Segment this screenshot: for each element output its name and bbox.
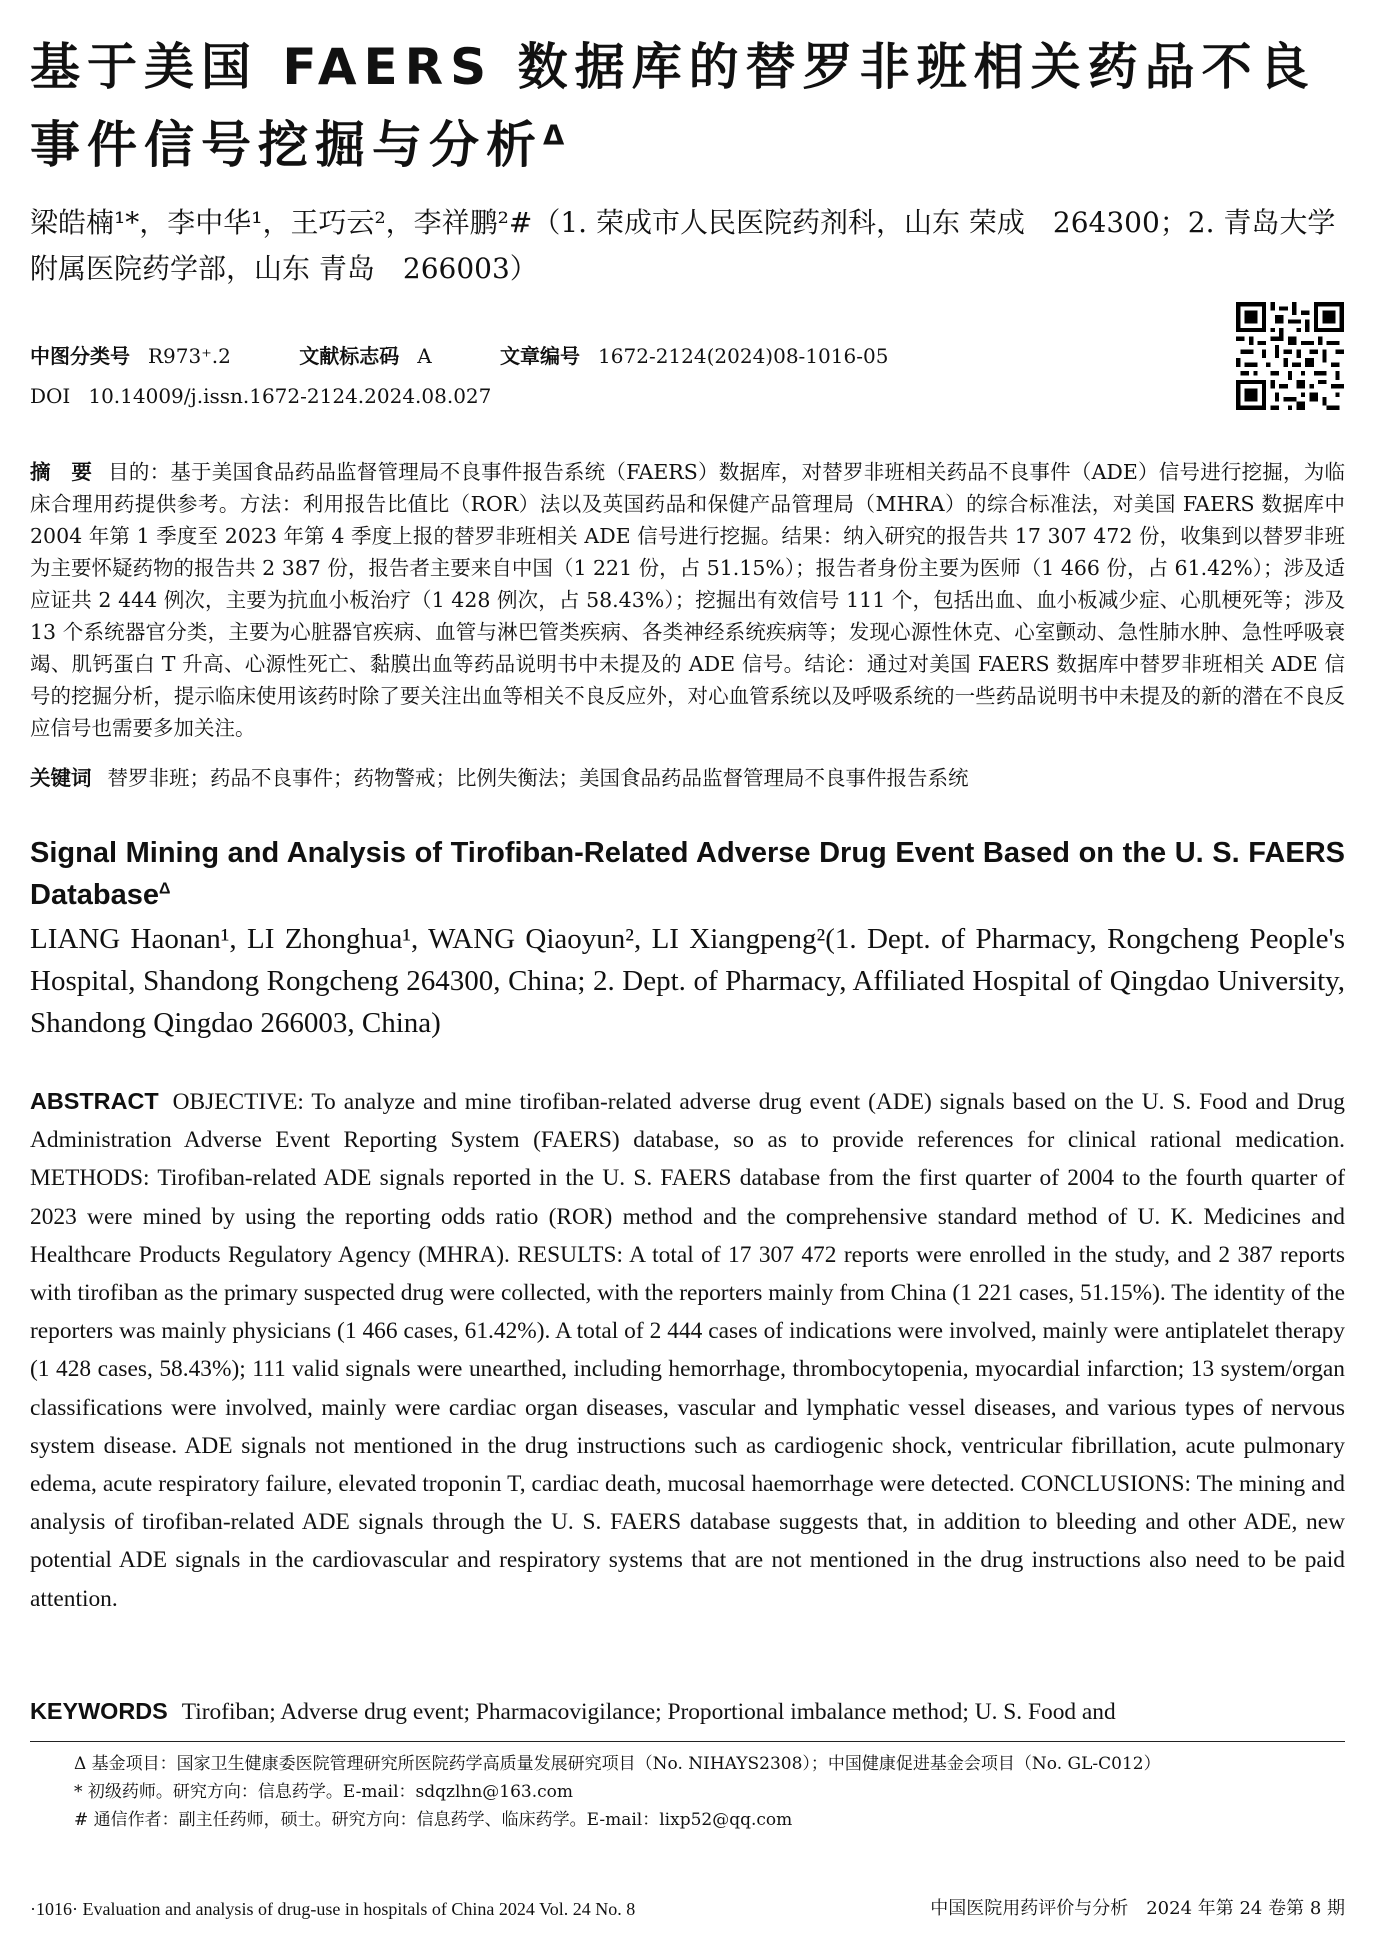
english-abstract [30,1082,1345,1618]
doi-line [30,382,491,410]
chinese-authors-affiliations: 梁皓楠¹*，李中华¹，王巧云²，李祥鹏²#（1. 荣成市人民医院药剂科，山东 荣成 264300；2. 青岛大学附属医院药学部，山东 青岛 266003） [30,206,1336,285]
classification-line [30,342,950,370]
english-title [30,832,1345,916]
footnote-corresponding-author: # 通信作者：副主任药师，硕士。研究方向：信息药学、临床药学。E-mail：lixp52@qq.com [74,1810,793,1830]
chinese-keywords-label: 关键词 [30,766,92,790]
article-no-value: 1672-2124(2024)08-1016-05 [598,344,889,368]
doi-value: 10.14009/j.issn.1672-2124.2024.08.027 [88,384,492,408]
english-keywords [30,1692,1345,1731]
chinese-keywords-text: 替罗非班；药品不良事件；药物警戒；比例失衡法；美国食品药品监督管理局不良事件报告系统 [107,766,969,790]
english-title-text: Signal Mining and Analysis of Tirofiban-Related Adverse Drug Event Based on the U. S. FAERS Database [30,837,1345,911]
english-abstract-text: OBJECTIVE: To analyze and mine tirofiban-related adverse drug event (ADE) signals based on the U. S. Food and Drug Administration Adverse Event Reporting System (FAERS) database, so as to provide references for clinical rational medication. METHODS: Tirofiban-related ADE signals reported in the U. S. FAERS database from the first quarter of 2004 to the fourth quarter of 2023 were mined by using the reporting odds ratio (ROR) method and the comprehensive standard method of U. K. Medicines and Healthcare Products Regulatory Agency (MHRA). RESULTS: A total of 17 307 472 reports were enrolled in the study, and 2 387 reports with tirofiban as the primary suspected drug were collected, with the reporters mainly from China (1 221 cases, 51.15%). The identity of the reporters was mainly physicians (1 466 cases, 61.42%). A total of 2 444 cases of indications were involved, mainly were antiplatelet therapy (1 428 cases, 58.43%); 111 valid signals were unearthed, including hemorrhage, thrombocytopenia, myocardial infarction; 13 system/organ classifications were involved, mainly were cardiac organ diseases, vascular and lymphatic vessel diseases, and various types of nervous system disease. ADE signals not mentioned in the drug instructions such as cardiogenic shock, ventricular fibrillation, acute pulmonary edema, acute respiratory failure, elevated troponin T, cardiac death, mucosal haemorrhage were detected. CONCLUSIONS: The mining and analysis of tirofiban-related ADE signals through the U. S. FAERS database suggests that, in addition to bleeding and other ADE, new potential ADE signals in the cardiovascular and respiratory systems that are not mentioned in the drug instructions also need to be paid attention. [30,1089,1345,1612]
article-no-label: 文章编号 [500,344,581,368]
footer-journal-chinese: 中国医院用药评价与分析 2024 年第 24 卷第 8 期 [930,1898,1345,1919]
doc-code-value: A [417,344,432,368]
footnote-fund: Δ 基金项目：国家卫生健康委医院管理研究所医院药学高质量发展研究项目（No. NIHAYS2308）；中国健康促进基金会项目（No. GL-C012） [74,1754,1161,1774]
footer-journal-english: ·1016· Evaluation and analysis of drug-use in hospitals of China 2024 Vol. 24 No. 8 [30,1899,636,1919]
chinese-abstract-text: 目的：基于美国食品药品监督管理局不良事件报告系统（FAERS）数据库，对替罗非班相关药品不良事件（ADE）信号进行挖掘，为临床合理用药提供参考。方法：利用报告比值比（ROR）法以及英国药品和保健产品管理局（MHRA）的综合标准法，对美国 FAERS 数据库中 2004 年第 1 季度至 2023 年第 4 季度上报的替罗非班相关 ADE 信号进行挖掘。结果：纳入研究的报告共 17 307 472 份，收集到以替罗非班为主要怀疑药物的报告共 2 387 份，报告者主要来自中国（1 221 份，占 51.15%）；报告者身份主要为医师（1 466 份，占 61.42%）；涉及适应证共 2 444 例次，主要为抗血小板治疗（1 428 例次，占 58.43%）；挖掘出有效信号 111 个，包括出血、血小板减少症、心肌梗死等；涉及 13 个系统器官分类，主要为心脏器官疾病、血管与淋巴管类疾病、各类神经系统疾病等；发现心源性休克、心室颤动、急性肺水肿、急性呼吸衰竭、肌钙蛋白 T 升高、心源性死亡、黏膜出血等药品说明书中未提及的 ADE 信号。结论：通过对美国 FAERS 数据库中替罗非班相关 ADE 信号的挖掘分析，提示临床使用该药时除了要关注出血等相关不良反应外，对心血管系统以及呼吸系统的一些药品说明书中未提及的新的潜在不良反应信号也需要多加关注。 [30,460,1345,740]
english-keywords-label: KEYWORDS [30,1698,168,1724]
clc-value: R973⁺.2 [148,344,231,368]
doi-label: DOI [30,384,71,408]
english-abstract-label: ABSTRACT [30,1088,159,1114]
page-footer [30,1896,1345,1922]
fund-mark: Δ [543,119,572,152]
english-fund-mark: Δ [158,880,171,898]
english-keywords-text: Tirofiban; Adverse drug event; Pharmacovigilance; Proportional imbalance method; U. S. Food and [181,1699,1116,1725]
clc-label: 中图分类号 [30,344,130,368]
footnotes [74,1750,1354,1834]
chinese-title-text: 基于美国 FAERS 数据库的替罗非班相关药品不良事件信号挖掘与分析 [30,38,1316,174]
english-authors-affiliations: LIANG Haonan¹, LI Zhonghua¹, WANG Qiaoyun², LI Xiangpeng²(1. Dept. of Pharmacy, Rongcheng People's Hospital, Shandong Rongcheng 264300, China; 2. Dept. of Pharmacy, Affiliated Hospital of Qingdao University, Shandong Qingdao 266003, China) [30,923,1345,1039]
qr-code-icon[interactable] [1236,302,1344,410]
footnote-divider [30,1741,1345,1742]
chinese-title [30,28,1350,184]
doc-code-label: 文献标志码 [299,344,400,368]
footnote-first-author: * 初级药师。研究方向：信息药学。E-mail：sdqzlhn@163.com [74,1782,574,1802]
chinese-abstract-label: 摘 要 [30,460,93,484]
chinese-abstract [30,456,1345,744]
chinese-keywords [30,762,1345,794]
